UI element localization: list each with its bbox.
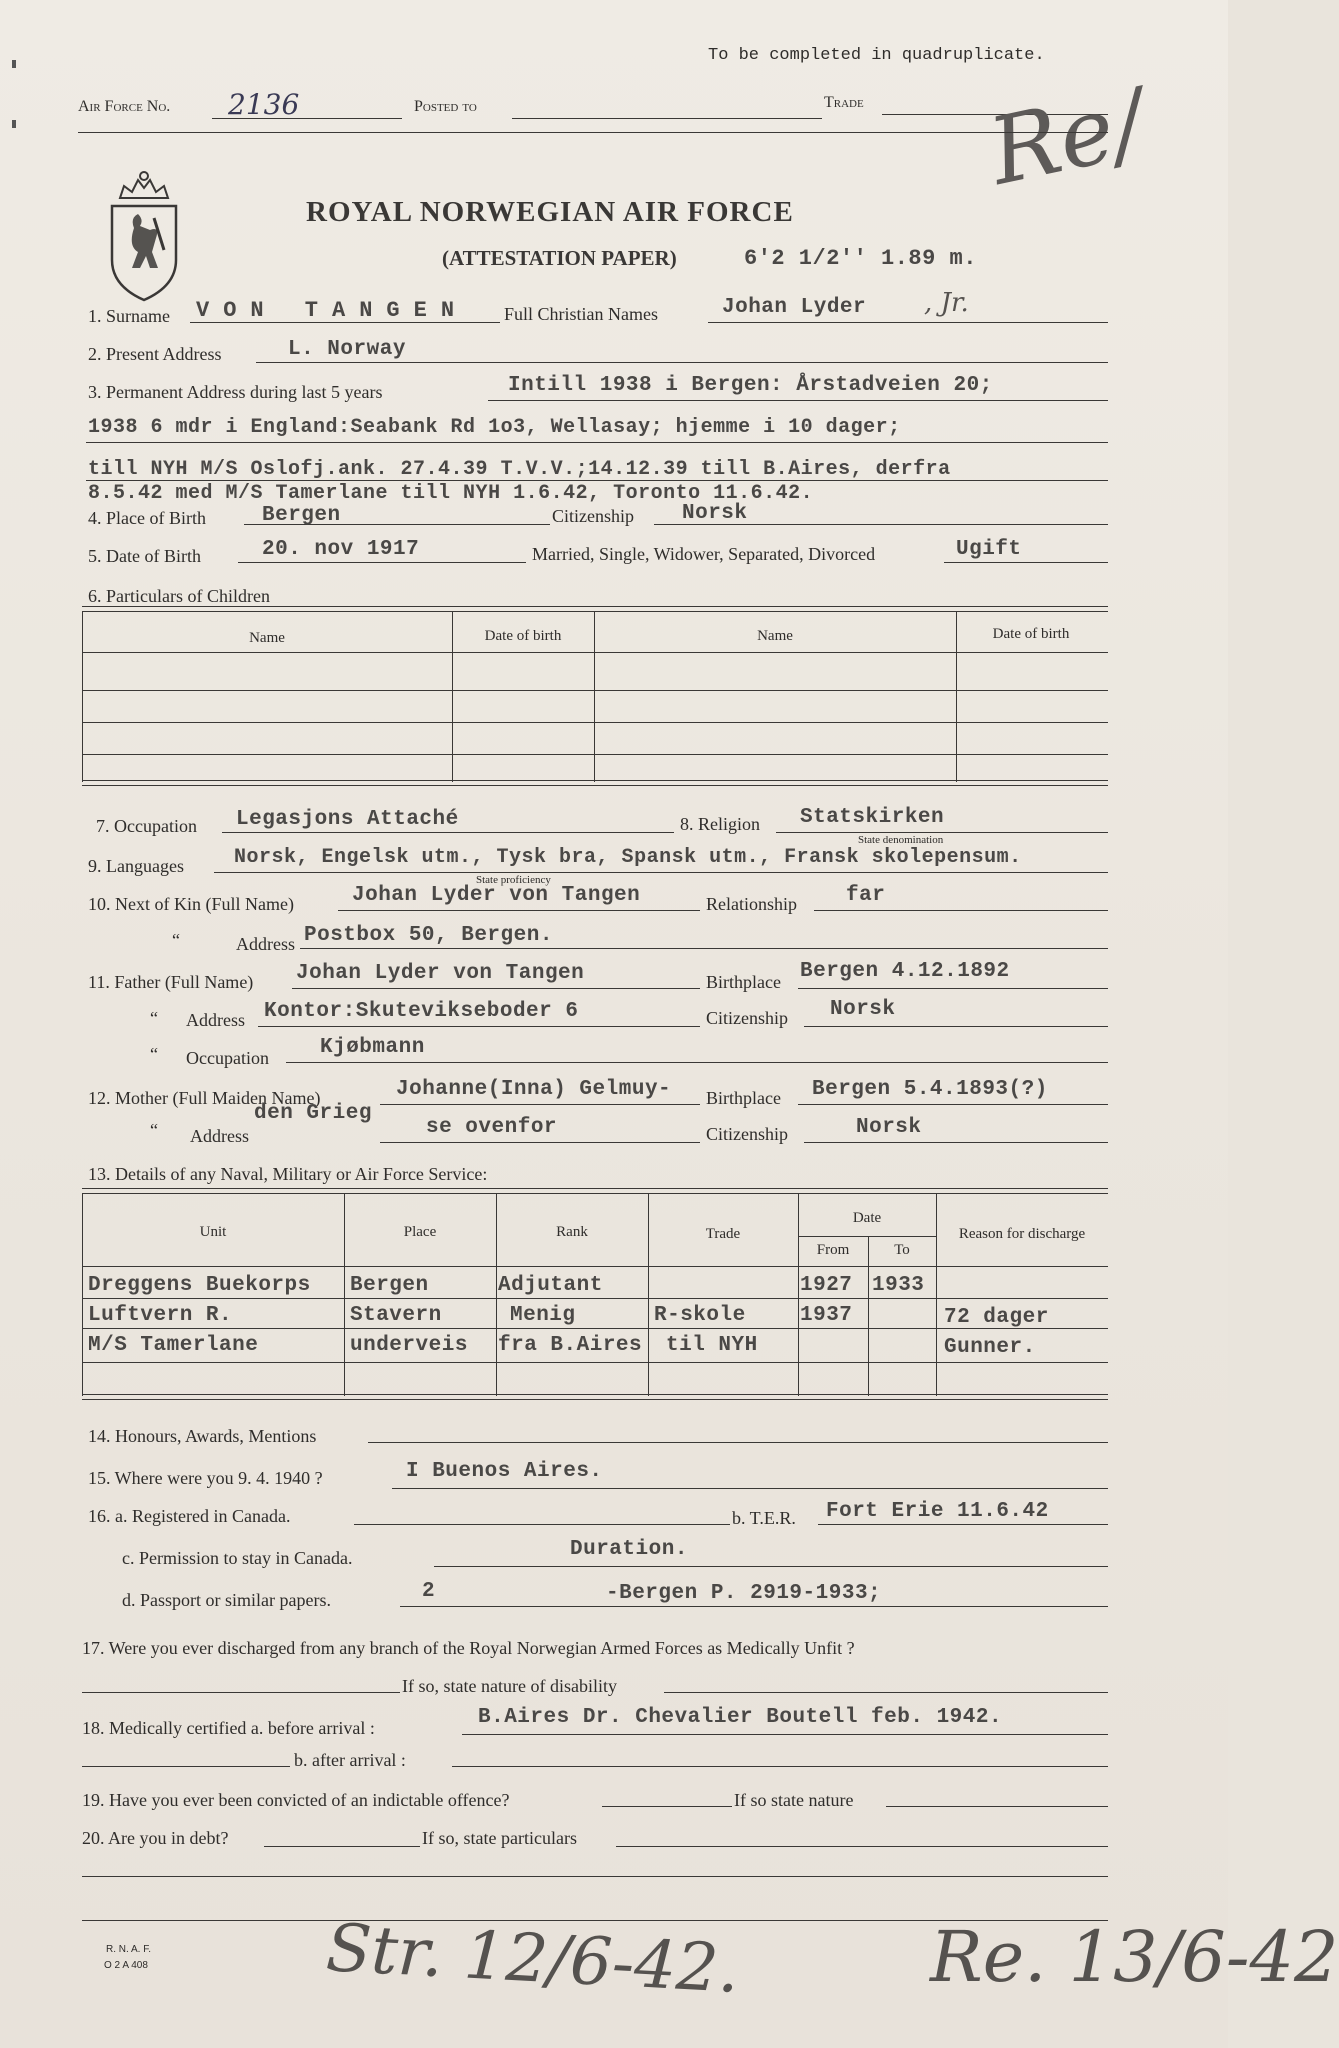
honours-label: 14. Honours, Awards, Mentions [88, 1426, 317, 1446]
service-row-3-rank: fra B.Aires [498, 1334, 643, 1357]
permanent-address-line4: 8.5.42 med M/S Tamerlane till NYH 1.6.42, Toronto 11.6.42. [88, 482, 814, 505]
service-row-2-unit: Luftvern R. [88, 1304, 233, 1327]
quadruplicate-note: To be completed in quadruplicate. [708, 46, 1045, 65]
father-citizenship-value: Norsk [830, 998, 896, 1021]
mother-birthplace-value: Bergen 5.4.1893(?) [812, 1078, 1048, 1101]
q18-after-arrival-label: b. after arrival : [294, 1750, 406, 1770]
q18-value: B.Aires Dr. Chevalier Boutell feb. 1942. [478, 1706, 1003, 1729]
next-of-kin-label: 10. Next of Kin (Full Name) [88, 894, 294, 914]
children-header-dob: Date of birth [484, 628, 562, 644]
father-label: 11. Father (Full Name) [88, 972, 254, 992]
state-proficiency-note: State proficiency [476, 874, 551, 886]
service-header-rank: Rank [556, 1224, 588, 1240]
passport-label: d. Passport or similar papers. [122, 1590, 331, 1610]
signature-right: Re. 13/6-42 [930, 1916, 1339, 1998]
service-row-3-reason: Gunner. [944, 1336, 1036, 1359]
children-label: 6. Particulars of Children [88, 586, 270, 606]
permanent-address-line2: 1938 6 mdr i England:Seabank Rd 1o3, Wellasay; hjemme i 10 dager; [88, 416, 901, 439]
marital-status-value: Ugift [956, 538, 1022, 561]
permission-value: Duration. [570, 1538, 688, 1561]
father-occupation-label: Occupation [186, 1048, 269, 1068]
christian-names-value: Johan Lyder [722, 296, 867, 319]
date-of-birth-value: 20. nov 1917 [262, 538, 420, 561]
registered-label: 16. a. Registered in Canada. [88, 1506, 291, 1526]
mother-birthplace-label: Birthplace [706, 1088, 781, 1108]
q17-label: 17. Were you ever discharged from any branch of the Royal Norwegian Armed Forces as Medically Unfit ? [82, 1638, 855, 1658]
permission-label: c. Permission to stay in Canada. [122, 1548, 353, 1568]
ter-label: b. T.E.R. [732, 1508, 796, 1528]
citizenship-label: Citizenship [552, 506, 634, 526]
ditto-mark: “ [150, 1120, 158, 1140]
father-address-label: Address [186, 1010, 245, 1030]
relationship-value: far [846, 884, 886, 907]
mother-address-label: Address [190, 1126, 249, 1146]
ter-value: Fort Erie 11.6.42 [826, 1500, 1049, 1523]
service-row-3-unit: M/S Tamerlane [88, 1334, 259, 1357]
permanent-address-line3: till NYH M/S Oslofj.ank. 27.4.39 T.V.V.;14.12.39 till B.Aires, derfra [88, 458, 951, 481]
ditto-mark: “ [150, 1008, 158, 1028]
permanent-address-line1: Intill 1938 i Bergen: Årstadveien 20; [508, 374, 993, 397]
children-header-name: Name [249, 630, 285, 646]
service-header-unit: Unit [199, 1224, 227, 1240]
mother-value-cont: den Grieg [254, 1102, 372, 1125]
service-row-1-to: 1933 [872, 1274, 925, 1297]
surname-label: 1. Surname [88, 306, 170, 326]
relationship-label: Relationship [706, 894, 797, 914]
mother-citizenship-label: Citizenship [706, 1124, 788, 1144]
christian-names-suffix: , Jr. [924, 288, 969, 318]
father-occupation-value: Kjøbmann [320, 1036, 425, 1059]
christian-names-label: Full Christian Names [504, 304, 658, 324]
q20-label: 20. Are you in debt? [82, 1828, 229, 1848]
ditto-mark: “ [172, 930, 180, 950]
service-row-1-place: Bergen [350, 1274, 429, 1297]
present-address-label: 2. Present Address [88, 344, 222, 364]
where-value: I Buenos Aires. [406, 1460, 603, 1483]
father-citizenship-label: Citizenship [706, 1008, 788, 1028]
citizenship-value: Norsk [682, 502, 748, 525]
passport-value: -Bergen P. 2919-1933; [606, 1582, 882, 1605]
surname-value: VON TANGEN [196, 298, 469, 323]
q19-nature-label: If so state nature [734, 1790, 854, 1810]
service-header-place: Place [403, 1224, 437, 1240]
father-birthplace-label: Birthplace [706, 972, 781, 992]
signature-left: Str. 12/6-42. [324, 1909, 742, 2008]
corner-signature: Re/ [980, 69, 1155, 206]
q17-disability-label: If so, state nature of disability [402, 1676, 617, 1696]
service-header-reason: Reason for discharge [958, 1226, 1086, 1242]
service-row-2-place: Stavern [350, 1304, 442, 1327]
languages-label: 9. Languages [88, 856, 184, 876]
form-title: ROYAL NORWEGIAN AIR FORCE [306, 196, 794, 228]
father-birthplace-value: Bergen 4.12.1892 [800, 960, 1010, 983]
state-denomination-note: State denomination [858, 834, 944, 846]
height-value: 6'2 1/2'' 1.89 m. [744, 246, 977, 271]
service-row-2-rank: Menig [510, 1304, 576, 1327]
children-header-name-2: Name [757, 628, 793, 644]
form-code-2: O 2 A 408 [104, 1960, 148, 1971]
service-header-trade: Trade [705, 1226, 741, 1242]
service-label: 13. Details of any Naval, Military or Air Force Service: [88, 1164, 488, 1184]
air-force-no-label: Air Force No. [78, 98, 171, 115]
languages-value: Norsk, Engelsk utm., Tysk bra, Spansk utm., Fransk skolepensum. [234, 846, 1022, 869]
service-row-3-trade: til NYH [666, 1334, 758, 1357]
occupation-value: Legasjons Attaché [236, 808, 459, 831]
religion-value: Statskirken [800, 806, 945, 829]
trade-label: Trade [824, 94, 864, 111]
form-subtitle: (ATTESTATION PAPER) [442, 246, 677, 270]
marital-status-label: Married, Single, Widower, Separated, Divorced [532, 544, 876, 564]
date-of-birth-label: 5. Date of Birth [88, 546, 201, 566]
passport-count: 2 [422, 1580, 436, 1603]
service-row-2-from: 1937 [800, 1304, 853, 1327]
mother-citizenship-value: Norsk [856, 1116, 922, 1139]
service-row-1-rank: Adjutant [498, 1274, 603, 1297]
permanent-address-label: 3. Permanent Address during last 5 years [88, 382, 383, 402]
father-value: Johan Lyder von Tangen [296, 962, 585, 985]
form-code-1: R. N. A. F. [106, 1944, 152, 1955]
air-force-no-value: 2136 [228, 88, 300, 121]
service-row-1-unit: Dreggens Buekorps [88, 1274, 311, 1297]
service-header-date: Date [852, 1210, 882, 1226]
mother-address-value: se ovenfor [426, 1116, 558, 1139]
place-of-birth-value: Bergen [262, 504, 341, 527]
posted-to-label: Posted to [414, 98, 477, 115]
kin-address-label: Address [236, 934, 295, 954]
next-of-kin-value: Johan Lyder von Tangen [352, 884, 641, 907]
binder-marks [12, 60, 18, 140]
father-address-value: Kontor:Skutevikseboder 6 [264, 1000, 579, 1023]
service-row-2-trade: R-skole [654, 1304, 746, 1327]
service-header-to: To [894, 1242, 910, 1258]
service-row-3-place: underveis [350, 1334, 468, 1357]
norway-coat-of-arms-icon [104, 168, 184, 304]
q18-label: 18. Medically certified a. before arrival : [82, 1718, 375, 1738]
mother-value: Johanne(Inna) Gelmuy- [396, 1078, 672, 1101]
service-header-from: From [816, 1242, 850, 1258]
occupation-label: 7. Occupation [96, 816, 197, 836]
mother-label: 12. Mother (Full Maiden Name) [88, 1088, 321, 1108]
q20-particulars-label: If so, state particulars [422, 1828, 577, 1848]
service-row-2-reason: 72 dager [944, 1306, 1049, 1329]
present-address-value: L. Norway [288, 338, 406, 361]
kin-address-value: Postbox 50, Bergen. [304, 924, 553, 947]
q19-label: 19. Have you ever been convicted of an indictable offence? [82, 1790, 510, 1810]
ditto-mark: “ [150, 1044, 158, 1064]
children-header-dob-2: Date of birth [992, 626, 1070, 642]
service-row-1-from: 1927 [800, 1274, 853, 1297]
place-of-birth-label: 4. Place of Birth [88, 508, 206, 528]
religion-label: 8. Religion [680, 814, 760, 834]
where-label: 15. Where were you 9. 4. 1940 ? [88, 1468, 323, 1488]
